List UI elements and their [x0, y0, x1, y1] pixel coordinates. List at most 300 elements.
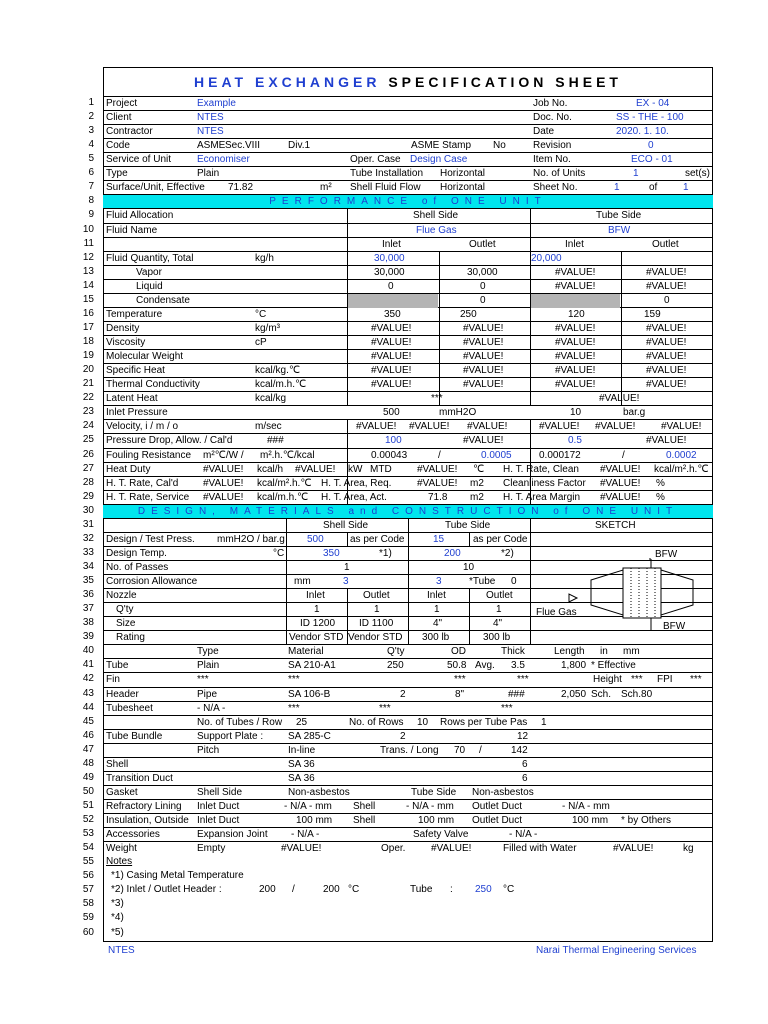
row-number: 59	[82, 912, 94, 923]
spec-cell: m2	[470, 478, 484, 489]
row-number: 39	[82, 631, 94, 642]
spec-cell: Tube	[410, 884, 433, 895]
spec-cell: Example	[197, 98, 236, 109]
spec-cell: #VALUE!	[646, 365, 687, 376]
spec-cell: kg/h	[255, 253, 274, 264]
grid-line	[408, 519, 409, 645]
spec-cell: #VALUE!	[203, 478, 244, 489]
spec-cell: Inlet Pressure	[106, 407, 168, 418]
spec-cell: SS - THE - 100	[616, 112, 684, 123]
row-number: 41	[82, 659, 94, 670]
spec-cell: SA 106-B	[288, 689, 331, 700]
spec-cell: *2)	[501, 548, 514, 559]
row-number: 22	[82, 392, 94, 403]
row-number: 11	[83, 238, 94, 249]
spec-cell: *4)	[111, 912, 124, 923]
spec-cell: #VALUE!	[203, 464, 244, 475]
spec-cell: Outlet	[363, 590, 390, 601]
spec-cell: #VALUE!	[371, 323, 412, 334]
spec-cell: 12	[517, 731, 529, 742]
row-number: 18	[82, 336, 94, 347]
spec-cell: 350	[323, 548, 340, 559]
spec-cell: kcal/h	[257, 464, 284, 475]
section-header-row	[103, 504, 713, 519]
spec-cell: Outlet	[652, 239, 679, 250]
spec-cell: Corrosion Allowance	[106, 576, 198, 587]
spec-row	[103, 911, 713, 925]
spec-cell: /	[622, 450, 625, 461]
spec-cell: #VALUE!	[646, 323, 687, 334]
row-number: 6	[88, 167, 94, 178]
spec-cell: Sch.	[591, 689, 612, 700]
spec-cell: 250	[475, 884, 492, 895]
spec-cell: /	[292, 884, 295, 895]
spec-cell: H. T. Area, Act.	[321, 492, 387, 503]
spec-cell: 15	[433, 534, 445, 545]
row-number: 29	[82, 491, 94, 502]
spec-cell: Shell	[106, 759, 129, 770]
spec-row	[103, 96, 713, 111]
grid-line	[439, 251, 440, 405]
shaded-cell	[348, 294, 438, 308]
spec-cell: ASME	[197, 140, 226, 151]
spec-cell: Insulation, Outside	[106, 815, 189, 826]
spec-cell: 100 mm	[296, 815, 333, 826]
spec-cell: Horizontal	[440, 168, 486, 179]
spec-cell: ###	[267, 435, 284, 446]
spec-cell: *1)	[379, 548, 392, 559]
spec-row	[103, 138, 713, 153]
spec-cell: Size	[116, 618, 136, 629]
spec-row	[103, 223, 713, 238]
row-number: 37	[82, 603, 94, 614]
row-number: 23	[82, 406, 94, 417]
spec-row	[103, 490, 713, 505]
spec-cell: #VALUE!	[463, 379, 504, 390]
row-number: 9	[88, 209, 94, 220]
spec-cell: #VALUE!	[431, 843, 472, 854]
spec-cell: Tube	[106, 660, 129, 671]
spec-cell: * Effective	[591, 660, 636, 671]
spec-cell: #VALUE!	[409, 421, 450, 432]
spec-cell: ID 1100	[359, 618, 394, 629]
spec-cell: 0	[480, 281, 486, 292]
row-number: 12	[82, 252, 94, 263]
spec-cell: #VALUE!	[463, 323, 504, 334]
spec-cell: Pressure Drop, Allow. / Cal'd	[106, 435, 233, 446]
spec-cell: Tube Side	[596, 210, 642, 221]
spec-cell: Vendor STD	[348, 632, 403, 643]
spec-cell: Heat Duty	[106, 464, 151, 475]
spec-cell: #VALUE!	[646, 351, 687, 362]
row-number: 45	[82, 716, 94, 727]
spec-cell: 2	[400, 731, 406, 742]
grid-line	[347, 589, 348, 645]
spec-cell: ###	[508, 689, 525, 700]
spec-cell: 250	[460, 309, 477, 320]
spec-cell: 1	[496, 604, 502, 615]
row-number: 30	[82, 505, 94, 516]
spec-cell: *2) Inlet / Outlet Header :	[111, 884, 222, 895]
sketch-label-bfw-out: BFW	[663, 621, 686, 632]
spec-cell: No. of Rows	[349, 717, 404, 728]
spec-cell: kg	[683, 843, 694, 854]
spec-cell: as per Code	[350, 534, 405, 545]
spec-row	[103, 799, 713, 814]
spec-row	[103, 771, 713, 786]
spec-row	[103, 715, 713, 730]
spec-cell: #VALUE!	[600, 464, 641, 475]
spec-cell: Outlet Duct	[472, 815, 523, 826]
spec-cell: 350	[384, 309, 401, 320]
spec-row	[103, 897, 713, 911]
spec-cell: Vendor STD	[289, 632, 344, 643]
spec-cell: #VALUE!	[646, 337, 687, 348]
spec-cell: 250	[387, 660, 404, 671]
spec-cell: Oper.	[381, 843, 406, 854]
spec-cell: Outlet	[486, 590, 513, 601]
row-number: 51	[82, 800, 94, 811]
spec-cell: H. T. Rate, Service	[106, 492, 190, 503]
spec-cell: Specific Heat	[106, 365, 165, 376]
spec-cell: Service of Unit	[106, 154, 172, 165]
row-number: 35	[82, 575, 94, 586]
spec-cell: ***	[197, 674, 209, 685]
row-number: 21	[82, 378, 94, 389]
spec-cell: 100 mm	[572, 815, 609, 826]
spec-cell: #VALUE!	[599, 393, 640, 404]
row-number: 43	[82, 688, 94, 699]
spec-row	[103, 476, 713, 491]
spec-cell: H. T. Rate, Cal'd	[106, 478, 179, 489]
spec-cell: Client	[106, 112, 132, 123]
spec-cell: 3	[436, 576, 442, 587]
spec-cell: #VALUE!	[463, 337, 504, 348]
spec-cell: Trans. / Long	[380, 745, 439, 756]
spec-cell: 1	[374, 604, 380, 615]
spec-cell: Notes	[106, 856, 133, 867]
inlet-duct-shape	[591, 570, 623, 615]
spec-cell: Accessories	[106, 829, 160, 840]
spec-cell: *1) Casing Metal Temperature	[111, 870, 244, 881]
row-number: 17	[82, 322, 94, 333]
spec-cell: Shell	[353, 801, 376, 812]
spec-cell: #VALUE!	[539, 421, 580, 432]
sketch-label-flue-gas: Flue Gas	[536, 607, 577, 618]
spec-cell: Pipe	[197, 689, 218, 700]
spec-cell: Doc. No.	[533, 112, 572, 123]
row-number: 15	[82, 294, 94, 305]
footer-company-name: Narai Thermal Engineering Services	[536, 945, 697, 956]
spec-row	[103, 869, 713, 883]
spec-cell: :	[450, 884, 453, 895]
row-number: 38	[82, 617, 94, 628]
spec-cell: 0.5	[568, 435, 582, 446]
spec-cell: #VALUE!	[463, 365, 504, 376]
spec-cell: 100 mm	[418, 815, 455, 826]
spec-cell: ***	[517, 674, 529, 685]
row-number: 2	[88, 111, 94, 122]
spec-cell: *5)	[111, 927, 124, 938]
spec-cell: 0.0002	[666, 450, 697, 461]
spec-row	[103, 701, 713, 716]
spec-cell: #VALUE!	[417, 478, 458, 489]
row-number: 60	[82, 927, 94, 938]
spec-cell: 30,000	[374, 253, 405, 264]
spec-row	[103, 855, 713, 869]
spec-cell: 1	[541, 717, 547, 728]
spec-cell: Design / Test Press.	[106, 534, 195, 545]
spec-row	[103, 785, 713, 800]
spec-cell: Sch.80	[621, 689, 653, 700]
spec-row	[103, 743, 713, 758]
spec-cell: Thick	[501, 646, 525, 657]
spec-cell: 200	[323, 884, 340, 895]
spec-cell: ℃	[473, 464, 485, 475]
spec-cell: H. T. Rate, Clean	[503, 464, 579, 475]
spec-cell: 1	[683, 182, 689, 193]
spec-row	[103, 827, 713, 842]
spec-cell: Shell Side	[413, 210, 459, 221]
spec-row	[103, 672, 713, 687]
row-number: 13	[82, 266, 94, 277]
spec-row	[103, 152, 713, 167]
spec-cell: Gasket	[106, 787, 138, 798]
row-number: 55	[82, 856, 94, 867]
spec-cell: Inlet Duct	[197, 815, 240, 826]
spec-cell: 10	[463, 562, 475, 573]
spec-cell: ***	[431, 393, 443, 404]
spec-cell: 70	[454, 745, 466, 756]
spec-cell: 500	[307, 534, 324, 545]
spec-cell: Div.1	[288, 140, 311, 151]
spec-cell: kcal/m².h.℃	[257, 478, 312, 489]
spec-cell: Non-asbestos	[288, 787, 350, 798]
spec-cell: Empty	[197, 843, 226, 854]
spec-cell: Weight	[106, 843, 137, 854]
spec-cell: m²℃/W /	[203, 450, 244, 461]
spec-cell: m².h.℃/kcal	[260, 450, 315, 461]
spec-cell: 120	[568, 309, 585, 320]
spec-cell: 200	[444, 548, 461, 559]
spec-cell: kcal/kg.℃	[255, 365, 301, 376]
spec-cell: 1	[314, 604, 320, 615]
spec-cell: bar.g	[623, 407, 646, 418]
spec-cell: in	[600, 646, 608, 657]
title-heat-exchanger: HEAT EXCHANGER	[194, 74, 381, 90]
grid-line	[469, 533, 470, 547]
spec-cell: H. T. Area Margin	[503, 492, 581, 503]
spec-cell: Shell Side	[323, 520, 369, 531]
row-number: 27	[82, 463, 94, 474]
spec-cell: Inlet	[565, 239, 584, 250]
spec-cell: Outlet Duct	[472, 801, 523, 812]
row-number: 49	[82, 772, 94, 783]
row-number: 34	[82, 561, 94, 572]
spec-cell: Latent Heat	[106, 393, 158, 404]
spec-cell: Sheet No.	[533, 182, 578, 193]
spec-cell: #VALUE!	[613, 843, 654, 854]
spec-cell: SKETCH	[595, 520, 636, 531]
spec-cell: m2	[470, 492, 484, 503]
spec-cell: #VALUE!	[555, 351, 596, 362]
spec-cell: #VALUE!	[555, 323, 596, 334]
row-number: 25	[82, 434, 94, 445]
spec-cell: Header	[106, 689, 139, 700]
spec-cell: mmH2O	[439, 407, 477, 418]
spec-cell: Temperature	[106, 309, 163, 320]
spec-cell: ASME Stamp	[411, 140, 472, 151]
spec-cell: #VALUE!	[555, 365, 596, 376]
spec-cell: °C	[503, 884, 515, 895]
spec-cell: Surface/Unit, Effective	[106, 182, 205, 193]
spec-cell: #VALUE!	[467, 421, 508, 432]
spec-row	[103, 110, 713, 125]
spec-cell: Length	[554, 646, 585, 657]
spec-cell: #VALUE!	[371, 351, 412, 362]
spec-cell: %	[656, 492, 665, 503]
spec-cell: 2	[400, 689, 406, 700]
spec-cell: ***	[690, 674, 702, 685]
spec-cell: Inlet	[427, 590, 446, 601]
row-number: 32	[82, 533, 94, 544]
row-number: 54	[82, 842, 94, 853]
spec-cell: Rating	[116, 632, 145, 643]
row-number: 1	[88, 97, 94, 108]
spec-cell: #VALUE!	[281, 843, 322, 854]
spec-cell: Q'ty	[387, 646, 405, 657]
spec-cell: H. T. Area, Req.	[321, 478, 392, 489]
spec-row	[103, 448, 713, 463]
spec-cell: Design Temp.	[106, 548, 167, 559]
spec-cell: No	[493, 140, 506, 151]
spec-cell: Tubesheet	[106, 703, 153, 714]
spec-cell: Outlet	[469, 239, 496, 250]
row-number: 24	[82, 420, 94, 431]
spec-cell: 8"	[455, 689, 465, 700]
spec-cell: Plain	[197, 660, 220, 671]
spec-cell: Liquid	[136, 281, 163, 292]
spec-cell: No. of Passes	[106, 562, 169, 573]
spec-cell: 30,000	[467, 267, 498, 278]
spec-cell: #VALUE!	[371, 337, 412, 348]
spec-cell: Fluid Allocation	[106, 210, 174, 221]
row-number: 42	[82, 673, 94, 684]
section-title: PERFORMANCE of ONE UNIT	[269, 196, 547, 207]
row-number: 10	[82, 224, 94, 235]
spec-cell: Date	[533, 126, 555, 137]
row-number: 53	[82, 828, 94, 839]
spec-cell: Fin	[106, 674, 120, 685]
title-specification-sheet: SPECIFICATION SHEET	[388, 74, 622, 90]
spec-cell: #VALUE!	[555, 281, 596, 292]
spec-cell: Vapor	[136, 267, 162, 278]
spec-cell: 1	[344, 562, 350, 573]
spec-cell: Inlet	[382, 239, 401, 250]
spec-row	[103, 462, 713, 477]
row-number: 57	[82, 884, 94, 895]
spec-cell: NTES	[197, 126, 224, 137]
spec-cell: 300 lb	[422, 632, 450, 643]
spec-cell: SA 36	[288, 773, 315, 784]
spec-cell: ***	[379, 703, 391, 714]
spec-cell: Oper. Case	[350, 154, 401, 165]
spec-cell: 3	[343, 576, 349, 587]
spec-cell: 200	[259, 884, 276, 895]
spec-row	[103, 419, 713, 434]
spec-cell: 10	[570, 407, 582, 418]
spec-cell: Density	[106, 323, 140, 334]
spec-cell: 50.8	[447, 660, 467, 671]
spec-cell: kg/m³	[255, 323, 280, 334]
spec-cell: Expansion Joint	[197, 829, 268, 840]
spec-cell: Flue Gas	[416, 225, 457, 236]
spec-cell: 0.000172	[539, 450, 581, 461]
row-number: 4	[88, 139, 94, 150]
spec-cell: NTES	[197, 112, 224, 123]
spec-cell: Plain	[197, 168, 220, 179]
spec-cell: 500	[383, 407, 400, 418]
spec-row	[103, 841, 713, 856]
spec-cell: Fluid Quantity, Total	[106, 253, 194, 264]
spec-cell: 1	[633, 168, 639, 179]
spec-cell: Velocity, i / m / o	[106, 421, 179, 432]
spec-cell: Code	[106, 140, 130, 151]
spec-cell: of	[649, 182, 658, 193]
spec-row	[103, 883, 713, 897]
spec-cell: Type	[197, 646, 219, 657]
spec-cell: 6	[522, 773, 528, 784]
spec-cell: cP	[255, 337, 267, 348]
spec-cell: ***	[288, 703, 300, 714]
spec-cell: ECO - 01	[631, 154, 673, 165]
spec-cell: °C	[348, 884, 360, 895]
spec-cell: 1,800	[561, 660, 587, 671]
spec-cell: Cleanliness Factor	[503, 478, 586, 489]
spec-cell: #VALUE!	[555, 337, 596, 348]
row-number: 14	[82, 280, 94, 291]
spec-cell: Economiser	[197, 154, 250, 165]
spec-cell: ***	[631, 674, 643, 685]
spec-row	[103, 757, 713, 772]
row-number: 26	[82, 449, 94, 460]
spec-cell: 0.00043	[371, 450, 408, 461]
spec-cell: 0	[388, 281, 394, 292]
row-number: 33	[82, 547, 94, 558]
spec-cell: Tube Side	[411, 787, 457, 798]
spec-cell: Non-asbestos	[472, 787, 534, 798]
row-number: 48	[82, 758, 94, 769]
spec-cell: 71.82	[228, 182, 254, 193]
sheet-title	[103, 68, 713, 96]
spec-cell: Condensate	[136, 295, 190, 306]
row-number: 56	[82, 870, 94, 881]
spec-cell: °C	[255, 309, 267, 320]
grid-line	[469, 589, 470, 645]
spec-cell: - N/A -	[509, 829, 538, 840]
spec-cell: Nozzle	[106, 590, 137, 601]
spec-cell: 20,000	[531, 253, 562, 264]
spec-cell: 4"	[493, 618, 503, 629]
spec-cell: ID 1200	[300, 618, 336, 629]
row-number: 16	[82, 308, 94, 319]
spec-cell: *3)	[111, 898, 124, 909]
spec-cell: Safety Valve	[413, 829, 469, 840]
outlet-duct-shape	[661, 570, 693, 615]
spec-cell: Fouling Resistance	[106, 450, 192, 461]
spec-cell: 4"	[433, 618, 443, 629]
section-title: DESIGN, MATERIALS and CONSTRUCTION of ONE UNIT	[137, 506, 679, 517]
